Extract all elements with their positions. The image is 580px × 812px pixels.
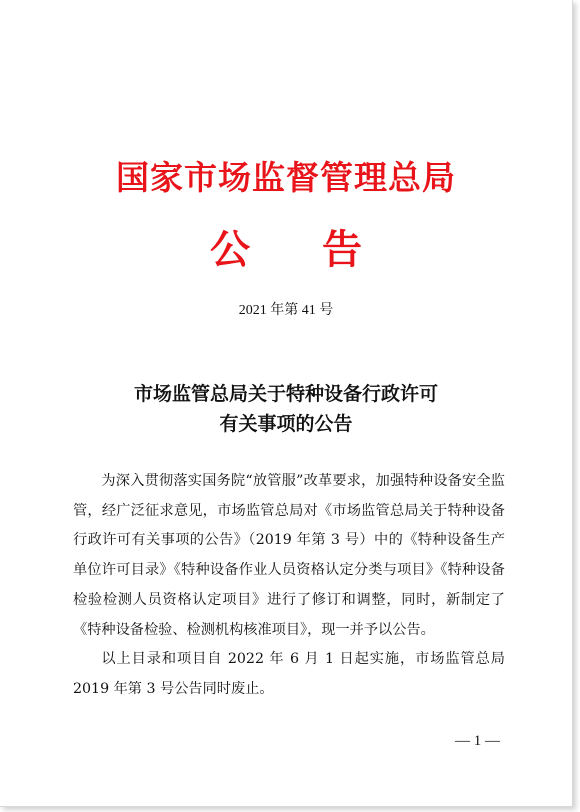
body-paragraph-2: 以上目录和项目自 2022 年 6 月 1 日起实施，市场监管总局 2019 年第 3 号公告同时废止。	[73, 651, 505, 697]
title-line-1: 市场监管总局关于特种设备行政许可	[133, 383, 438, 405]
document-number: 2021 年第 41 号	[238, 303, 334, 318]
body-paragraph-1: 为深入贯彻落实国务院“放管服”改革要求，加强特种设备安全监管，经广泛征求意见，市场监管总局对《市场监管总局关于特种设备行政许可有关事项的公告》（2019 年第 3 号）中的《特种设备生产单位许可目录》《特种设备作业人员资格认定分类与项目》《特种设备检验检测人员资格认定项目》进行了修订和调整，同时，新制定了《特种设备检验、检测机构核准项目》，现一并予以公告。	[73, 473, 505, 638]
page-number: — 1 —	[455, 733, 500, 749]
document-body	[73, 467, 505, 705]
issuer-name: 国家市场监督管理总局	[116, 158, 456, 197]
document-type: 公告	[210, 226, 434, 273]
title-line-2: 有关事项的公告	[219, 413, 353, 435]
document-title	[0, 379, 572, 439]
